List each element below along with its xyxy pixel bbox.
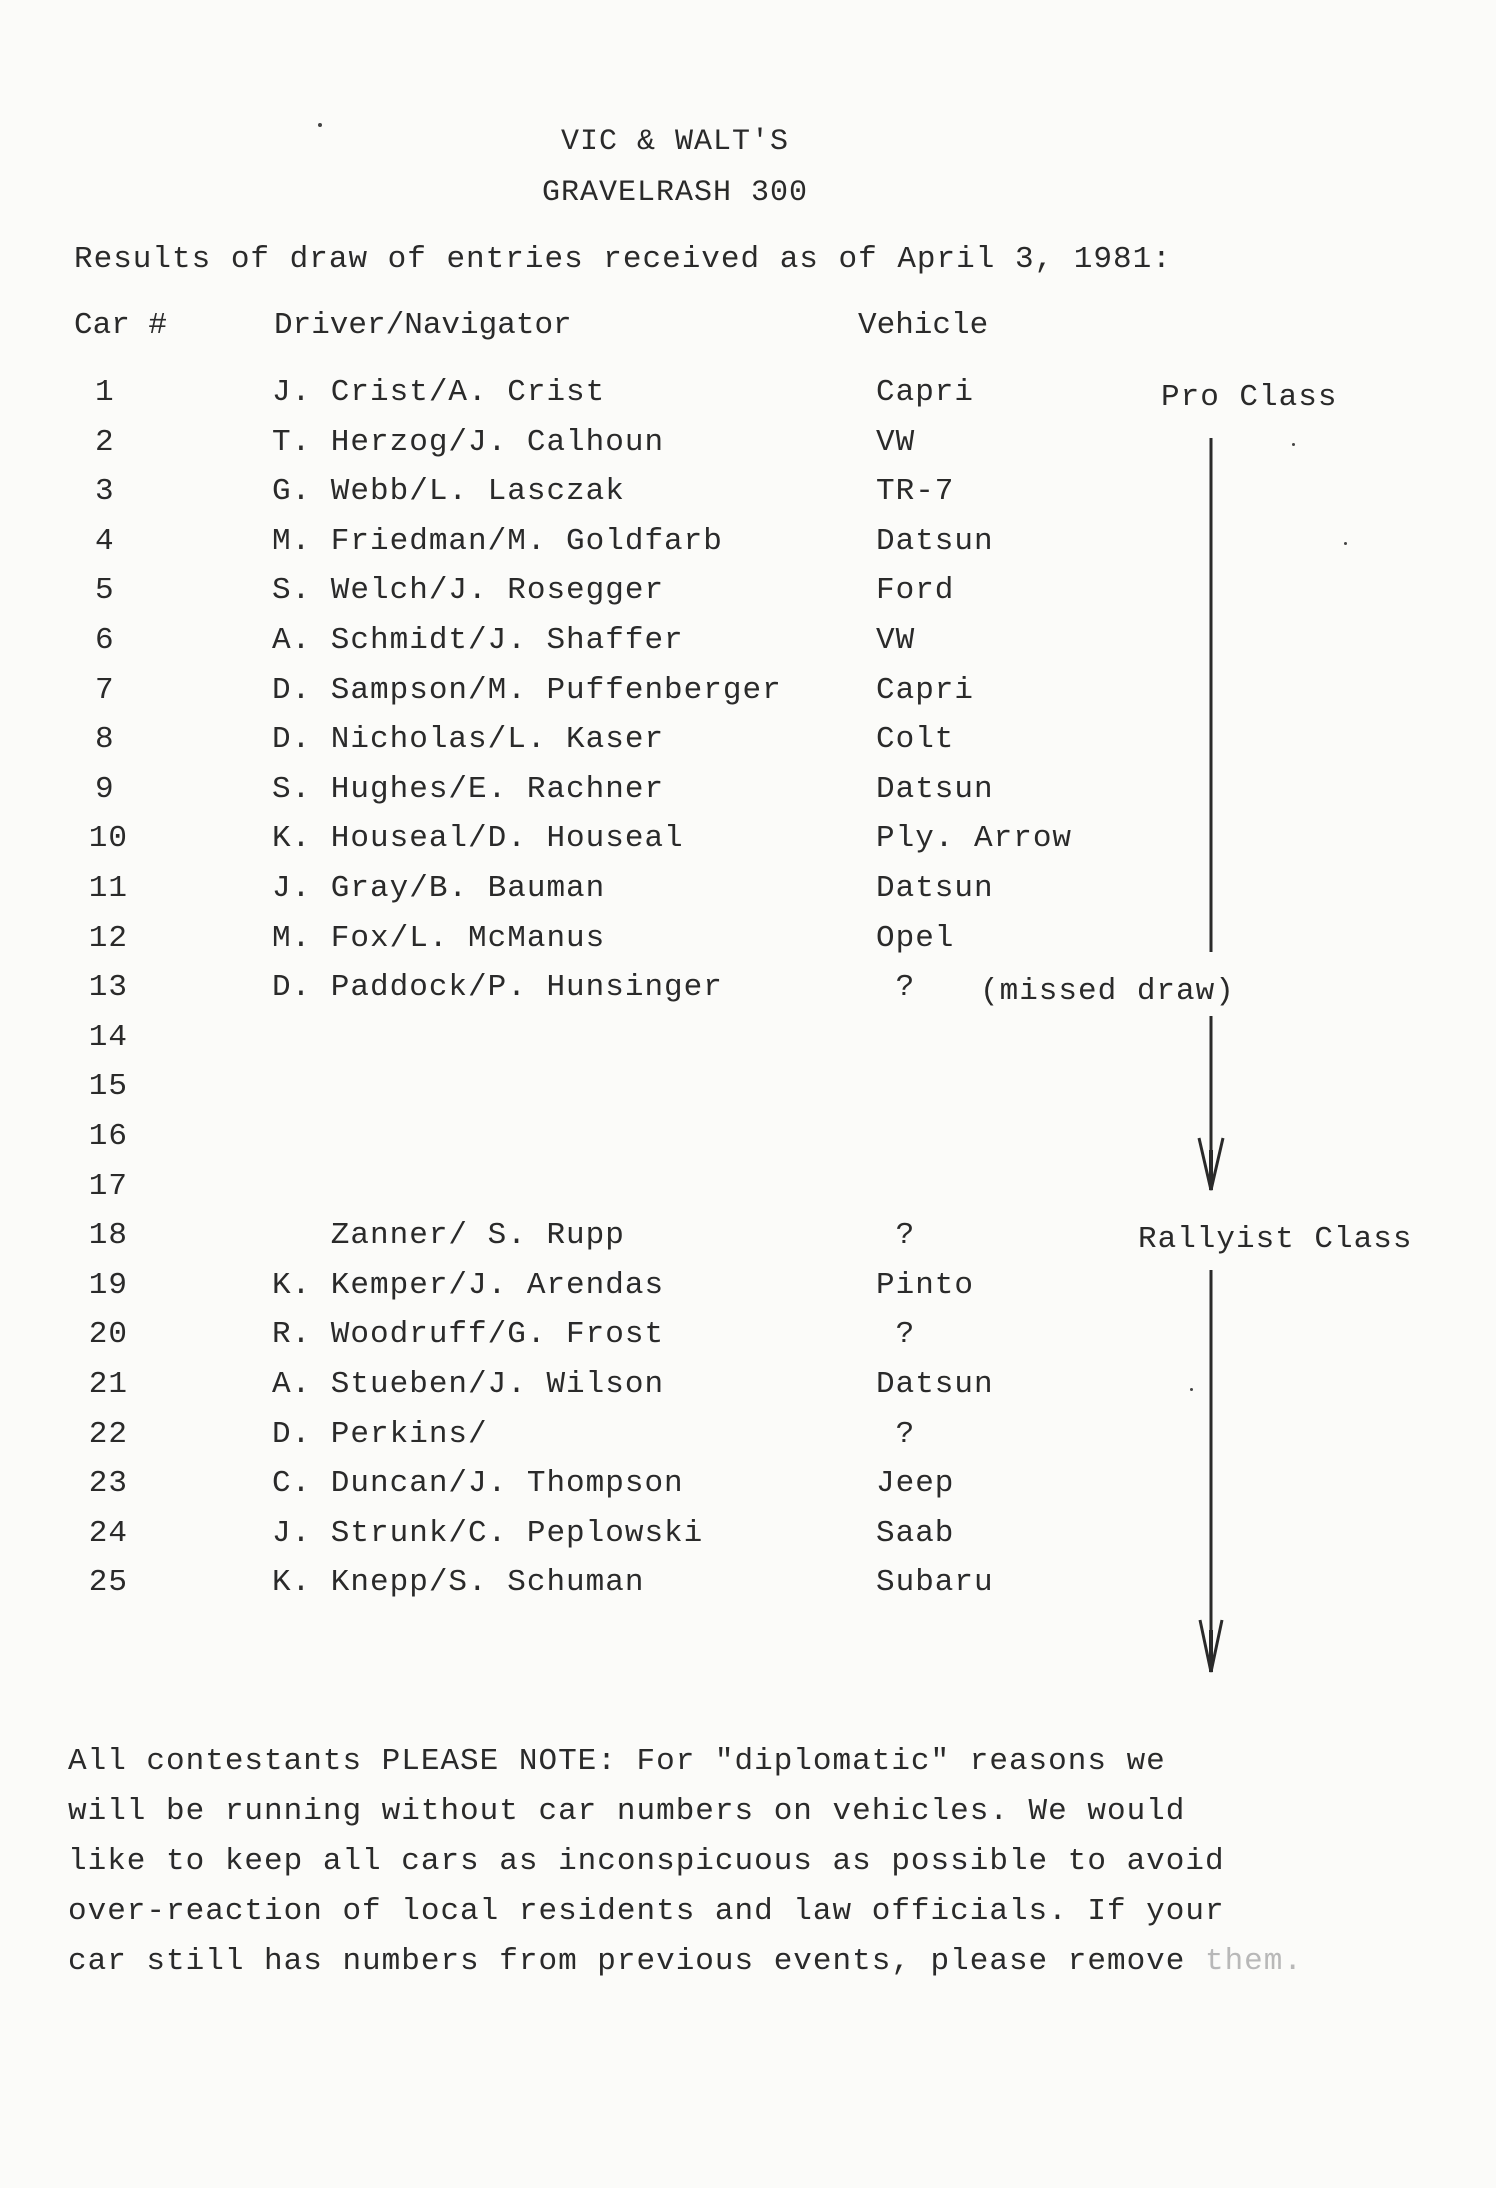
notice-line: will be running without car numbers on vehicles. We would <box>68 1794 1186 1829</box>
notice-line: over-reaction of local residents and law officials. If your <box>68 1894 1225 1929</box>
entry-car-number: 2 <box>95 424 115 460</box>
entry-vehicle: Datsun <box>876 523 994 559</box>
entry-car-number: 5 <box>95 573 115 609</box>
entry-car-number: 6 <box>95 623 115 658</box>
entry-car-number: 14 <box>88 1019 128 1055</box>
entry-vehicle: Capri <box>876 375 975 410</box>
entry-car-number: 23 <box>88 1466 128 1502</box>
entry-driver-navigator: D. Sampson/M. Puffenberger <box>272 672 782 708</box>
entry-car-number: 15 <box>88 1069 128 1105</box>
entry-driver-navigator: M. Fox/L. McManus <box>272 920 606 956</box>
entry-vehicle: VW <box>876 424 916 460</box>
rallyist-class-arrow <box>1200 1270 1222 1672</box>
notice-line-text: car still has numbers from previous events, please remove <box>68 1944 1186 1979</box>
entry-car-number: 19 <box>88 1267 128 1303</box>
entry-vehicle: Pinto <box>876 1267 975 1303</box>
entry-driver-navigator: A. Schmidt/J. Shaffer <box>272 623 684 658</box>
entry-car-number: 25 <box>88 1565 128 1601</box>
entry-driver-navigator: T. Herzog/J. Calhoun <box>272 424 665 460</box>
entry-driver-navigator: K. Kemper/J. Arendas <box>272 1267 665 1303</box>
entry-vehicle: VW <box>876 623 916 658</box>
entry-vehicle: Colt <box>876 722 955 758</box>
entry-driver-navigator: R. Woodruff/G. Frost <box>272 1317 665 1353</box>
entry-vehicle: Ply. Arrow <box>876 821 1073 857</box>
entry-driver-navigator: M. Friedman/M. Goldfarb <box>272 523 723 559</box>
paper-speck <box>1292 443 1295 446</box>
entry-car-number: 7 <box>95 672 115 708</box>
entry-car-number: 13 <box>88 970 128 1006</box>
paper-speck <box>318 123 322 127</box>
pro-class-label: Pro Class <box>1161 380 1338 415</box>
entry-driver-navigator: J. Crist/A. Crist <box>272 375 606 410</box>
entry-car-number: 20 <box>88 1317 128 1353</box>
entry-driver-navigator: D. Nicholas/L. Kaser <box>272 722 665 758</box>
entry-vehicle: Jeep <box>876 1466 955 1502</box>
entry-vehicle: ? <box>876 1416 916 1452</box>
entry-car-number: 16 <box>88 1119 128 1154</box>
entry-driver-navigator: J. Gray/B. Bauman <box>272 871 606 906</box>
entry-driver-navigator: S. Hughes/E. Rachner <box>272 771 665 807</box>
entry-driver-navigator: D. Perkins/ <box>272 1416 488 1452</box>
event-organizer-title: VIC & WALT'S <box>560 125 790 159</box>
entry-car-number: 8 <box>95 722 115 758</box>
entry-vehicle: Datsun <box>876 1367 994 1402</box>
pro-class-arrow <box>1199 438 1223 1190</box>
intro-text: Results of draw of entries received as of April 3, 1981: <box>74 242 1172 277</box>
notice-line: All contestants PLEASE NOTE: For "diplomatic" reasons we <box>68 1744 1166 1779</box>
entry-driver-navigator: G. Webb/L. Lasczak <box>272 474 625 510</box>
notice-line: like to keep all cars as inconspicuous as possible to avoid <box>68 1844 1225 1879</box>
entry-car-number: 3 <box>95 474 115 510</box>
entry-driver-navigator: Zanner/ S. Rupp <box>272 1218 625 1254</box>
entry-vehicle: Subaru <box>876 1565 994 1601</box>
paper-speck <box>1344 542 1347 545</box>
entry-vehicle: ? <box>876 970 916 1006</box>
entry-vehicle: ? <box>876 1317 916 1353</box>
entry-vehicle: Saab <box>876 1515 955 1551</box>
missed-draw-note: (missed draw) <box>980 974 1235 1009</box>
entry-driver-navigator: D. Paddock/P. Hunsinger <box>272 970 723 1006</box>
entry-driver-navigator: A. Stueben/J. Wilson <box>272 1367 665 1402</box>
rallyist-class-label: Rallyist Class <box>1138 1222 1413 1257</box>
paper-speck <box>1190 1388 1193 1391</box>
entry-car-number: 24 <box>88 1515 128 1551</box>
entry-vehicle: ? <box>876 1218 916 1254</box>
notice-line-faded-text: them. <box>1185 1944 1303 1979</box>
notice-line <box>68 1944 1408 1994</box>
entry-car-number: 10 <box>88 821 128 857</box>
entry-vehicle: Datsun <box>876 871 994 906</box>
entry-driver-navigator: J. Strunk/C. Peplowski <box>272 1515 704 1551</box>
event-name-title: GRAVELRASH 300 <box>541 176 809 210</box>
entry-driver-navigator: K. Houseal/D. Houseal <box>272 821 684 857</box>
entry-car-number: 9 <box>95 771 115 807</box>
entry-car-number: 18 <box>88 1218 128 1254</box>
entry-car-number: 4 <box>95 523 115 559</box>
entry-vehicle: Opel <box>876 920 955 956</box>
entry-vehicle: Datsun <box>876 771 994 807</box>
entry-driver-navigator: S. Welch/J. Rosegger <box>272 573 665 609</box>
entry-car-number: 1 <box>95 375 115 410</box>
entry-car-number: 12 <box>88 920 128 956</box>
entry-driver-navigator: C. Duncan/J. Thompson <box>272 1466 684 1502</box>
column-header-vehicle: Vehicle <box>858 308 989 343</box>
entry-vehicle: TR-7 <box>876 474 955 510</box>
entry-car-number: 22 <box>88 1416 128 1452</box>
entry-vehicle: Capri <box>876 672 975 708</box>
entry-car-number: 17 <box>88 1168 128 1204</box>
entry-driver-navigator: K. Knepp/S. Schuman <box>272 1565 645 1601</box>
entry-car-number: 21 <box>88 1367 128 1402</box>
column-header-car: Car # <box>74 308 168 343</box>
entry-car-number: 11 <box>88 871 128 906</box>
column-header-driver: Driver/Navigator <box>274 308 572 343</box>
contestant-notice <box>68 1744 1408 1994</box>
entry-vehicle: Ford <box>876 573 955 609</box>
